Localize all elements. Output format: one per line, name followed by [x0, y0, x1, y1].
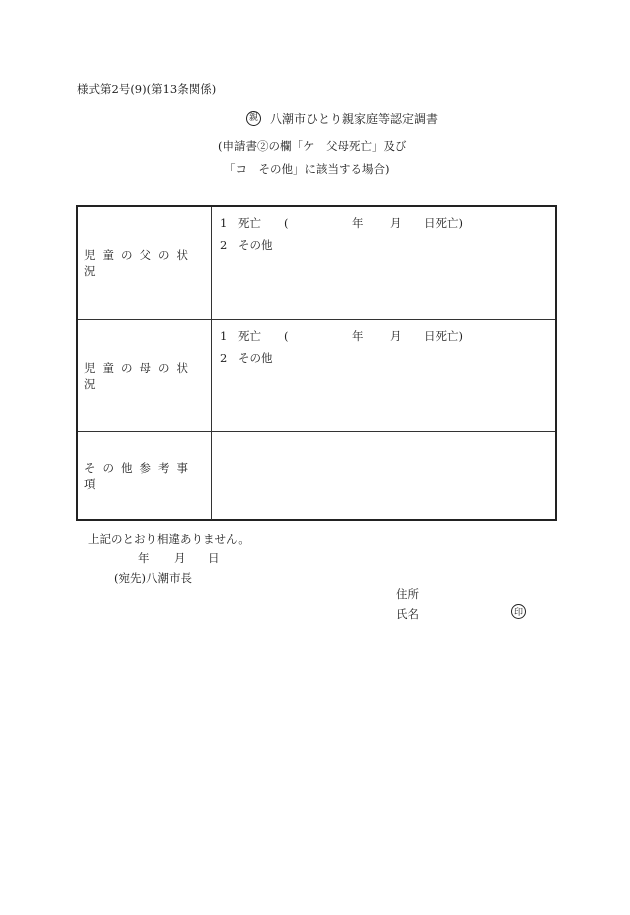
remarks-label: その他参考事項: [78, 432, 212, 520]
mother-option-deceased[interactable]: 1 死亡 ( 年 月 日死亡): [220, 329, 463, 343]
addressee: (宛先)八潮市長: [114, 571, 192, 585]
father-option-other[interactable]: 2 その他: [220, 238, 273, 252]
address-label: 住所: [396, 587, 419, 601]
mother-status-field[interactable]: [212, 320, 555, 432]
remarks-field[interactable]: [212, 432, 555, 520]
title-text: 八潮市ひとり親家庭等認定調書: [270, 111, 439, 126]
date-line: [138, 553, 220, 565]
table-row-father: [78, 207, 555, 319]
date-month-label: 月: [174, 551, 186, 565]
document-title: [246, 111, 438, 126]
form-number: 様式第2号(9)(第13条関係): [77, 82, 217, 96]
table-row-mother: [78, 319, 555, 432]
father-option-deceased[interactable]: 1 死亡 ( 年 月 日死亡): [220, 216, 463, 230]
mother-option-other[interactable]: 2 その他: [220, 351, 273, 365]
mother-status-label: 児童の母の状況: [78, 320, 212, 432]
table-row-remarks: [78, 431, 555, 520]
father-status-field[interactable]: [212, 207, 555, 319]
declaration-text: 上記のとおり相違ありません。: [88, 532, 250, 546]
subtitle-line-1: (申請書②の欄「ケ 父母死亡」及び: [218, 139, 407, 153]
date-year-label: 年: [138, 551, 150, 565]
name-label: 氏名: [396, 607, 419, 621]
seal-mark: 印: [511, 604, 526, 619]
father-status-label: 児童の父の状況: [78, 207, 212, 319]
subtitle-line-2: 「コ その他」に該当する場合): [224, 162, 390, 176]
circled-oya-mark: 親: [246, 111, 261, 126]
certification-table: [76, 205, 557, 521]
date-day-label: 日: [208, 551, 220, 565]
